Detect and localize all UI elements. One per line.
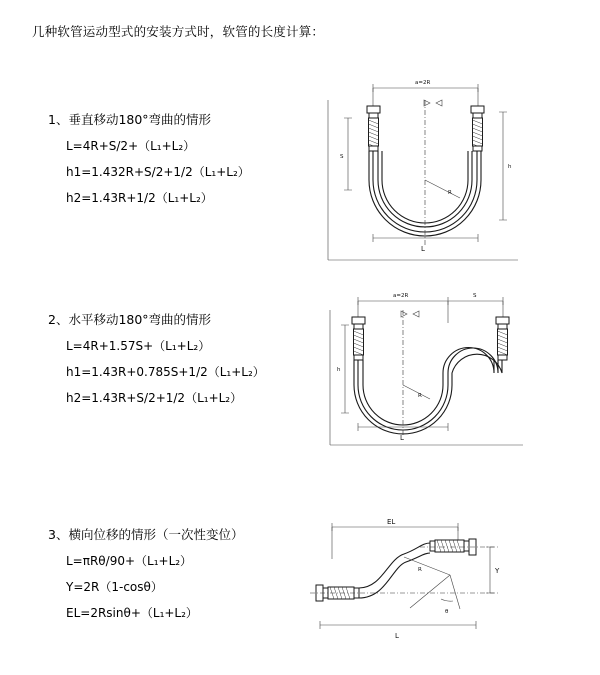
case-2-formula-3: h2=1.43R+S/2+1/2（L₁+L₂）	[66, 391, 243, 405]
page-title: 几种软管运动型式的安装方式时，软管的长度计算：	[32, 24, 325, 39]
case-2-drawing	[318, 285, 548, 465]
case-2-dim-s: S	[473, 293, 477, 299]
case-2-title: 2、水平移动180°弯曲的情形	[48, 312, 212, 327]
case-1-dim-top: a=2R	[415, 80, 431, 86]
case-2-dim-l: L	[400, 434, 404, 442]
case-1-formula-3: h2=1.43R+1/2（L₁+L₂）	[66, 191, 213, 205]
case-2-dim-h: h	[337, 367, 341, 373]
case-1-title: 1、垂直移动180°弯曲的情形	[48, 112, 212, 127]
case-3-dim-el: EL	[387, 518, 396, 526]
case-2-text	[48, 310, 308, 415]
case-1-dim-s: S	[340, 154, 344, 160]
case-3-text	[48, 525, 308, 630]
case-3-dim-l: L	[395, 632, 399, 640]
case-1-text	[48, 110, 308, 215]
case-1-formula-1: L=4R+S/2+（L₁+L₂）	[66, 139, 196, 153]
case-1-dim-h: h	[508, 164, 512, 170]
case-2-dim-r: R	[418, 393, 422, 399]
case-3-drawing	[300, 513, 550, 643]
case-3-dim-theta: θ	[445, 609, 449, 615]
case-2-formula-1: L=4R+1.57S+（L₁+L₂）	[66, 339, 211, 353]
case-1-dim-r: R	[448, 190, 452, 196]
case-1-dim-l: L	[421, 245, 425, 253]
case-1-formula-2: h1=1.432R+S/2+1/2（L₁+L₂）	[66, 165, 250, 179]
case-3-formula-3: EL=2Rsinθ+（L₁+L₂）	[66, 606, 198, 620]
case-3-formula-2: Y=2R（1-cosθ）	[66, 580, 163, 594]
case-3-dim-r: R	[418, 567, 422, 573]
case-3-title: 3、横向位移的情形（一次性变位）	[48, 527, 244, 542]
case-2-figure	[318, 285, 548, 465]
case-3-formula-1: L=πRθ/90+（L₁+L₂）	[66, 554, 193, 568]
case-2-dim-top: a=2R	[393, 293, 409, 299]
case-3-dim-y: Y	[495, 567, 500, 575]
case-2-formula-2: h1=1.43R+0.785S+1/2（L₁+L₂）	[66, 365, 265, 379]
case-1-drawing	[318, 70, 548, 270]
case-3-figure	[300, 513, 550, 643]
case-1-figure	[318, 70, 548, 270]
